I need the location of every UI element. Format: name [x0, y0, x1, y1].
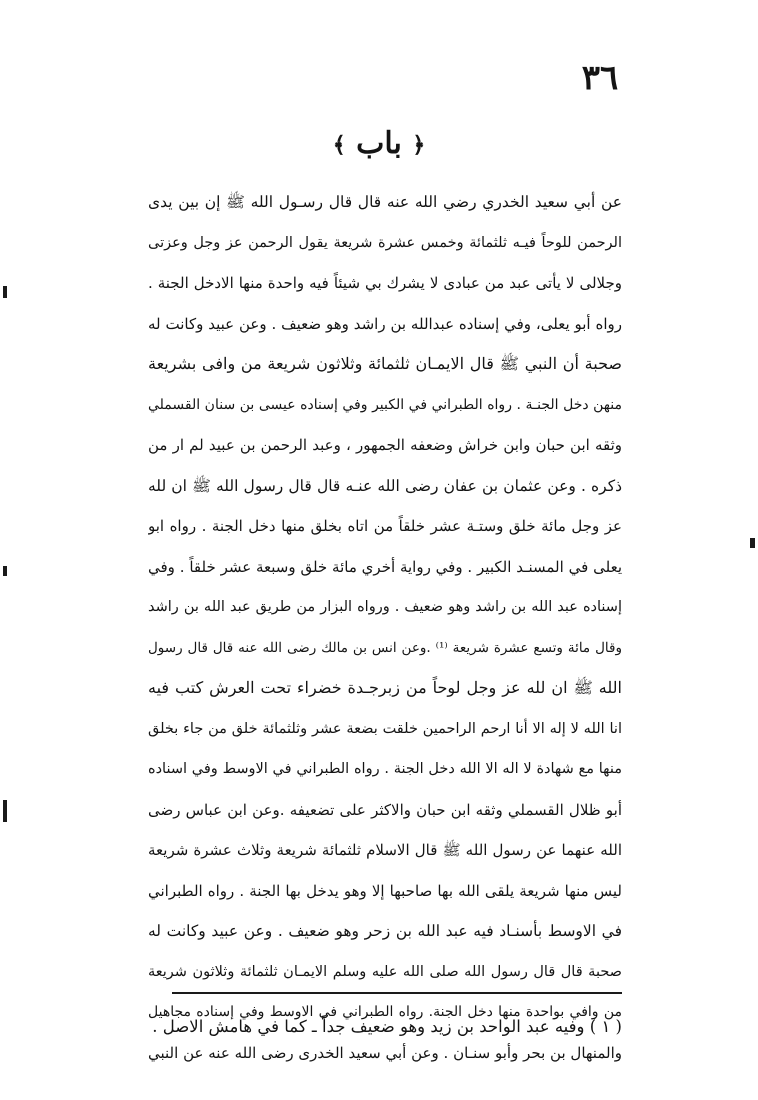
text-line: ذكره . وعن عثمان بن عفان رضى الله عنـه قال قال رسول الله ﷺ ان لله — [148, 476, 622, 495]
text-line: منهن دخل الجنـة . رواه الطبراني في الكبير وفي إسناده عيسى بن سنان القسملي — [148, 396, 622, 413]
hadith-text-block — [148, 182, 622, 1073]
page-number: ٣٦ — [581, 58, 619, 98]
text-line: رواه أبو يعلى، وفي إسناده عبدالله بن راشد وهو ضعيف . وعن عبيد وكانت له — [148, 314, 622, 333]
text-line: أبو ظلال القسملي وثقه ابن حبان والاكثر على تضعيفه .وعن ابن عباس رضى — [148, 800, 622, 819]
text-line: ليس منها شريعة يلقى الله بها صاحبها إلا وهو يدخل بها الجنة . رواه الطبراني — [148, 881, 622, 900]
text-line: وقال مائة وتسع عشرة شريعة ⁽¹⁾ .وعن انس بن مالك رضى الله عنه قال قال رسول — [148, 639, 622, 656]
text-line: يعلى في المسنـد الكبير . وفي رواية أخري مائة خلق وسبعة عشر خلقاً . وفي — [148, 557, 622, 576]
heading-ornament-open: ﴿ — [412, 132, 426, 158]
text-line: الله ﷺ ان لله عز وجل لوحاً من زبرجـدة خضراء تحت العرش كتب فيه — [148, 678, 622, 697]
footnote: ( ١ ) وفيه عبد الواحد بن زيد وهو ضعيف جداً ـ كما في هامش الاصل . — [152, 1017, 622, 1036]
text-line: عن أبي سعيد الخدري رضي الله عنه قال قال رسـول الله ﷺ إن بين يدى — [148, 193, 622, 211]
text-line: منها مع شهادة لا اله الا الله دخل الجنة . رواه الطبراني في الاوسط وفي اسناده — [148, 761, 622, 777]
text-line: في الاوسط بأسنـاد فيه عبد الله بن زحر وهو ضعيف . وعن عبيد وكانت له — [148, 922, 622, 940]
text-line: الرحمن للوحاً فيـه ثلثمائة وخمس عشرة شريعة يقول الرحمن عز وجل وعزتى — [148, 234, 622, 251]
chapter-heading — [0, 122, 758, 167]
text-line: الله عنهما عن رسول الله ﷺ قال الاسلام ثلثمائة شريعة وثلاث عشرة شريعة — [148, 841, 622, 859]
text-line: صحبة قال قال رسول الله صلى الله عليه وسلم الايمـان ثلثمائة وثلاثون شريعة — [148, 963, 622, 980]
heading-title: باب — [356, 126, 402, 161]
scan-edge-mark — [750, 538, 755, 548]
text-line: وجلالى لا يأتى عبد من عبادى لا يشرك بي شيئاً فيه واحدة منها الادخل الجنة . — [148, 274, 622, 292]
text-line: إسناده عبد الله بن راشد وهو ضعيف . ورواه البزار من طريق عبد الله بن راشد — [148, 599, 622, 615]
text-line: انا الله لا إله الا أنا ارحم الراحمين خلقت بضعة عشر وثلثمائة خلق من جاء بخلق — [148, 720, 622, 737]
text-line: صحبة أن النبي ﷺ قال الايمـان ثلثمائة وثلاثون شريعة من وافى بشريعة — [148, 354, 622, 373]
scan-edge-mark — [3, 800, 7, 822]
text-line: عز وجل مائة خلق وستـة عشر خلقاً من اتاه بخلق منها دخل الجنة . رواه ابو — [148, 517, 622, 535]
text-line: من وافي بواحدة منها دخل الجنة. رواه الطبراني في الاوسط وفي إسناده مجاهيل — [148, 1004, 622, 1020]
scan-edge-mark — [3, 566, 7, 576]
footnote-divider — [172, 992, 622, 994]
text-line: والمنهال بن بحر وأبو سنـان . وعن أبي سعيد الخدرى رضى الله عنه عن النبي — [148, 1043, 622, 1062]
scan-edge-mark — [3, 286, 7, 298]
heading-ornament-close: ﴾ — [332, 132, 346, 158]
text-line: وثقه ابن حبان وابن خراش وضعفه الجمهور ، وعبد الرحمن بن عبيد لم ار من — [148, 436, 622, 454]
